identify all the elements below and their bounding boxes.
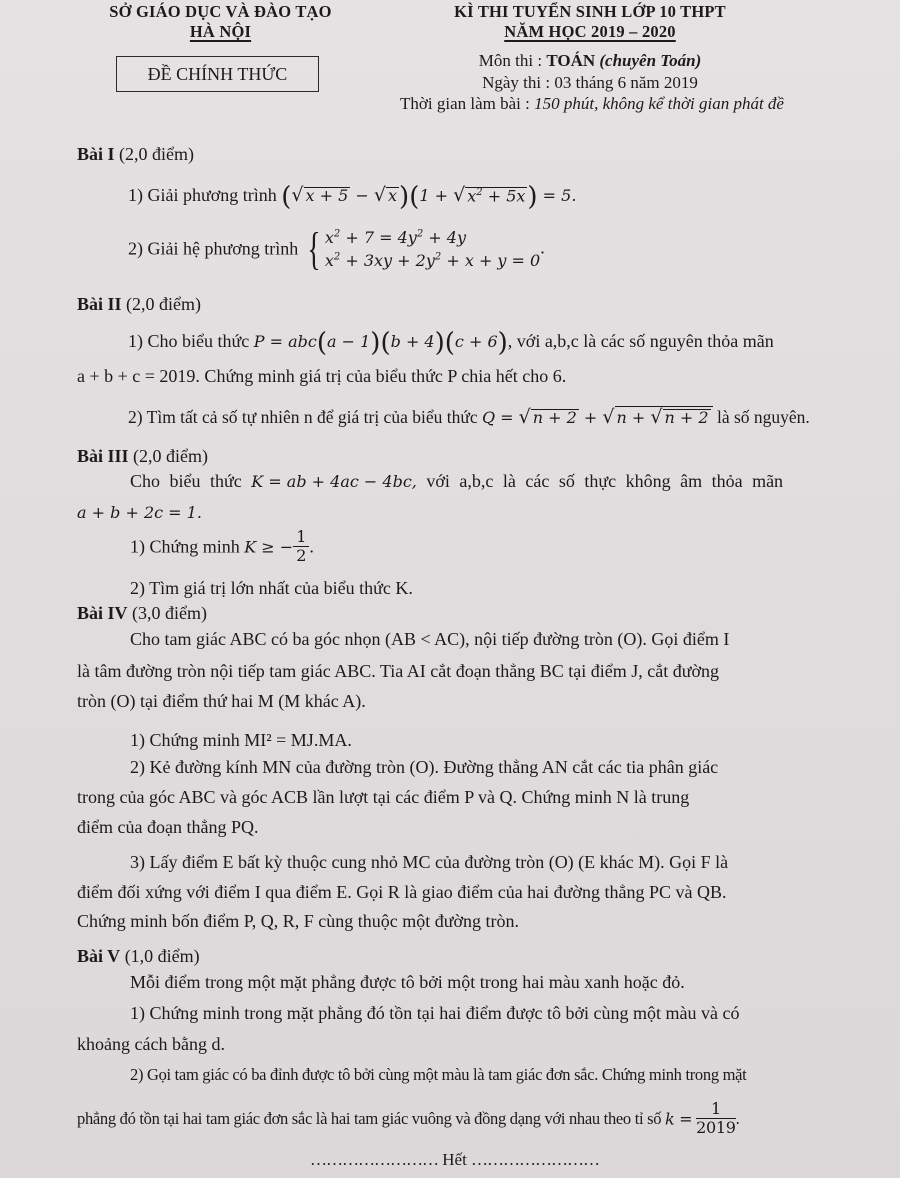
equation-line-1: $x^2 + 7 = 4y^2 + 4y$ — [324, 228, 466, 247]
duration: 150 phút, không kể thời gian phát đề — [534, 94, 784, 113]
school-year: NĂM HỌC 2019 – 2020 — [504, 22, 676, 41]
fraction-one-half: $\frac{1}{2}$ — [293, 528, 309, 566]
problem-2-part-2 — [128, 404, 810, 428]
problem-3-part-2: 2) Tìm giá trị lớn nhất của biểu thức K. — [130, 578, 413, 598]
exam-subject — [395, 51, 785, 71]
end-marker — [310, 1150, 599, 1170]
problem-4-intro-line-2: là tâm đường tròn nội tiếp tam giác ABC. Tia AI cắt đoạn thẳng BC tại điểm J, cắt đường — [77, 661, 719, 681]
exam-date: Ngày thi : 03 tháng 6 năm 2019 — [482, 73, 698, 92]
problem-2-part-1 — [128, 328, 774, 358]
problem-4-part-1: 1) Chứng minh MI² = MJ.MA. — [130, 730, 352, 750]
duration-prefix: Thời gian làm bài : — [400, 94, 535, 113]
org-city: HÀ NỘI — [189, 22, 252, 41]
problem-points: (1,0 điểm) — [124, 946, 200, 966]
problem-5-part-2-line-2: phẳng đó tồn tại hai tam giác đơn sắc là hai tam giác vuông và đồng dạng với nhau theo tỉ số k = $\frac{1}{2019}$ . — [77, 1099, 740, 1138]
problem-4-intro-line-3: tròn (O) tại điểm thứ hai M (M khác A). — [77, 691, 366, 711]
part-label: 1) Chứng minh — [130, 536, 240, 557]
problem-2-heading — [77, 294, 201, 315]
problem-5-part-2-line-1: 2) Gọi tam giác có ba đỉnh được tô bởi cùng một màu là tam giác đơn sắc. Chứng minh trong mặt — [130, 1065, 747, 1084]
problem-4-part-2-line-2: trong của góc ABC và góc ACB lần lượt tại các điểm P và Q. Chứng minh N là trung — [77, 787, 690, 807]
period: . — [540, 237, 545, 258]
problem-5-intro: Mỗi điểm trong một mặt phẳng được tô bởi một trong hai màu xanh hoặc đỏ. — [130, 972, 685, 992]
problem-4-part-3-line-1: 3) Lấy điểm E bất kỳ thuộc cung nhỏ MC của đường tròn (O) (E khác M). Gọi F là — [130, 852, 729, 872]
problem-1-part-2 — [128, 223, 545, 275]
problem-points: (3,0 điểm) — [132, 603, 207, 623]
problem-3-part-1: 1) Chứng minh K ≥ − $\frac{1}{2}$ . — [130, 527, 314, 566]
problem-5-heading — [77, 946, 200, 967]
problem-4-part-3-line-3: Chứng minh bốn điểm P, Q, R, F cùng thuộc một đường tròn. — [77, 911, 520, 931]
system-brace: { — [307, 223, 321, 275]
subject-note: (chuyên Toán) — [599, 51, 702, 70]
subject: TOÁN — [546, 51, 596, 70]
problem-title: Bài I — [77, 144, 115, 164]
intro-text: Cho biểu thức — [130, 471, 242, 491]
intro-text: với a,b,c là các số thực không âm thỏa mãn — [426, 471, 784, 491]
expression-P: P = abc(a − 1)(b + 4)(c + 6) — [253, 328, 508, 358]
problem-3-constraint: a + b + 2c = 1. — [77, 503, 202, 522]
problem-3-heading — [77, 446, 208, 467]
dotted-line-right: …………………… — [471, 1150, 600, 1169]
part-label: 2) Giải hệ phương trình — [128, 238, 299, 259]
problem-title: Bài II — [77, 294, 122, 314]
equation-line-2: $x^2 + 3xy + 2y^2 + x + y = 0$ — [324, 251, 541, 271]
exam-duration — [372, 94, 812, 114]
problem-points: (2,0 điểm) — [133, 446, 209, 466]
official-exam-label: ĐỀ CHÍNH THỨC — [116, 56, 319, 92]
problem-4-part-3-line-2: điểm đối xứng với điểm I qua điểm E. Gọi R là giao điểm của hai đường thẳng PC và QB. — [77, 882, 727, 902]
problem-title: Bài III — [77, 446, 129, 466]
org-name: SỞ GIÁO DỤC VÀ ĐÀO TẠO — [109, 2, 332, 21]
part-label: 1) Giải phương trình — [128, 185, 277, 205]
problem-2-part-1-line-2: a + b + c = 2019. Chứng minh giá trị của biểu thức P chia hết cho 6. — [77, 366, 567, 386]
exam-title: KÌ THI TUYỂN SINH LỚP 10 THPT — [454, 2, 726, 21]
problem-1-part-1 — [128, 182, 576, 212]
problem-4-intro-line-1: Cho tam giác ABC có ba góc nhọn (AB < AC), nội tiếp đường tròn (O). Gọi điểm I — [130, 629, 730, 649]
problem-4-part-2-line-1: 2) Kẻ đường kính MN của đường tròn (O). Đường thẳng AN cắt các tia phân giác — [130, 757, 719, 777]
problem-points: (2,0 điểm) — [126, 294, 202, 314]
problem-title: Bài IV — [77, 603, 128, 623]
problem-title: Bài V — [77, 946, 121, 966]
inequality: K ≥ − — [244, 537, 294, 557]
part-text: phẳng đó tồn tại hai tam giác đơn sắc là hai tam giác vuông và đồng dạng với nhau theo tỉ số — [77, 1108, 662, 1128]
expression-Q: Q = √ n + 2 + √ n + √ n + 2 — [482, 408, 713, 427]
problem-1-heading — [77, 144, 194, 165]
fraction-1-over-2019: $\frac{1}{2019}$ — [696, 1099, 736, 1138]
equation-system — [325, 226, 540, 272]
problem-5-part-1-line-1: 1) Chứng minh trong mặt phẳng đó tồn tại hai điểm được tô bởi cùng một màu và có — [130, 1003, 740, 1023]
subject-prefix: Môn thi : — [478, 51, 547, 70]
problem-4-part-2-line-3: điểm của đoạn thẳng PQ. — [77, 817, 259, 837]
problem-points: (2,0 điểm) — [119, 144, 194, 164]
part-label: 2) Tìm tất cả số tự nhiên n để giá trị của biểu thức — [128, 407, 478, 427]
ratio-k: k = — [665, 1109, 693, 1129]
part-text: , với a,b,c là các số nguyên thỏa mãn — [507, 331, 774, 351]
problem-3-intro — [130, 471, 783, 492]
equation: (√ x + 5 − √ x)(1 + √ $x^2 + 5x) = 5$. — [281, 182, 577, 212]
end-label: Hết — [442, 1150, 467, 1169]
part-label: 1) Cho biểu thức — [128, 331, 250, 351]
part-text: là số nguyên. — [716, 407, 810, 427]
problem-4-heading — [77, 603, 207, 624]
dotted-line-left: …………………… — [310, 1150, 438, 1169]
expression-K: K = ab + 4ac − 4bc, — [251, 472, 417, 491]
problem-5-part-1-line-2: khoảng cách bằng d. — [77, 1034, 225, 1054]
